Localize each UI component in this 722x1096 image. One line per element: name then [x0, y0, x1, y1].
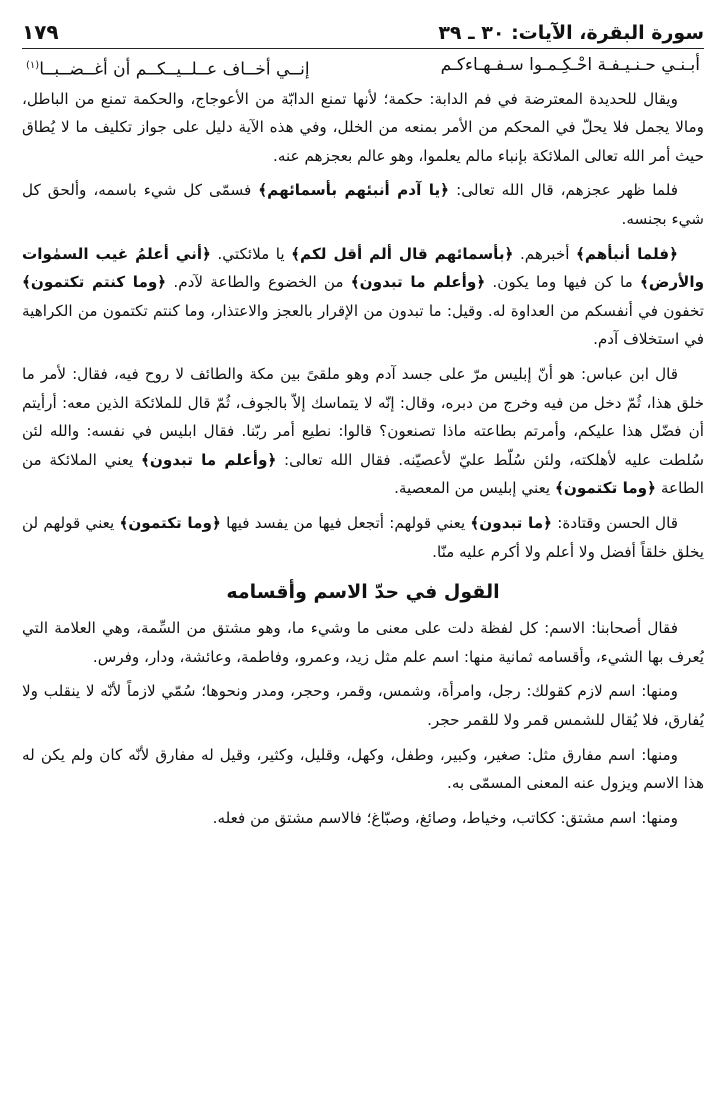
text-run: ويقال للحديدة المعترضة في فم الدابة: حكمة؛ لأنها تمنع الدابّة من الأعوجاج، والحكمة تمنع من الباطل، ومالا يجمل فلا يحلّ في المحكم من الأمر بمنعه من الخلل، وفي هذه الآية دليل على جواز تكليف ما لا يُطاق حيث أمر الله تعالى الملائكة بإنباء مالم يعلموا، وهو عالم بعجزهم عنه. [22, 89, 704, 165]
quran-quote: ﴿ما تبدون﴾ [470, 513, 553, 532]
text-run: من الخضوع والطاعة لآدم. [166, 273, 351, 292]
quran-quote: ﴿يا آدم أنبئهم بأسمائهم﴾ [258, 181, 450, 200]
paragraph [22, 360, 704, 503]
paragraph [22, 176, 704, 233]
footnote-marker: (١) [26, 60, 40, 71]
header-title: سورة البقرة، الآيات: ٣٠ ـ ٣٩ [438, 22, 704, 44]
section-paragraph: ومنها: اسم لازم كقولك: رجل، وامرأة، وشمس، وقمر، وحجر، ومدر ونحوها؛ سُمّي لازماً لأنّه لا ينقلب ولا يُفارق، فلا يُقال للشمس قمر ولا للقمر حجر. [22, 682, 704, 729]
quran-quote: ﴿بأسمائهم قال ألم أقل لكم﴾ [291, 244, 514, 263]
paragraph [22, 85, 704, 171]
text-run: يعني إبليس من المعصية. [394, 479, 555, 498]
text-run: ما كن فيها وما يكون. [485, 273, 640, 292]
book-page [22, 18, 704, 1078]
text-run: يعني قولهم لن يخلق خلقاً أفضل ولا أعلم ولا أكرم عليه منّا. [22, 513, 704, 561]
text-run: قال ابن عباس: هو أنّ إبليس مرّ على جسد آدم وهو ملقىً بين مكة والطائف لا روح فيه، فقال: لأمر ما خلق هذا، ثُمّ دخل من فيه وخرج من دبره، وقال: إنّه لا يتماسك إلاّ بالجوف، ثُمّ قال للملائكة الذين معه: أرأيتم أن فضّل هذا عليكم، وأمرتم بطاعته ماذا تصنعون؟ قالوا: نطيع أمر ربّنا. فقال ابليس في نفسه: والله لئن سُلطت عليه لأهلكته، ولئن سُلّط عليّ لأعصيّنه. فقال الله تعالى: [22, 365, 704, 469]
section-paragraph: فقال أصحابنا: الاسم: كل لفظة دلت على معنى ما وشيء ما، وهو مشتق من السِّمة، وهي العلامة التي يُعرف بها الشيء، وأقسامه ثمانية منها: اسم علم مثل زيد، وعمرو، وفاطمة، وعائشة، ودار، وفرس. [22, 619, 704, 666]
running-header [22, 18, 704, 49]
text-run: قال الحسن وقتادة: [552, 513, 678, 532]
paragraph [22, 240, 704, 354]
text-run: يعني قولهم: أتجعل فيها من يفسد فيها [220, 513, 471, 532]
text-run: يعني الملائكة من الطاعة [22, 450, 704, 498]
text-run: يا ملائكتي. [210, 244, 292, 263]
text-run: فلما ظهر عجزهم، قال الله تعالى: [449, 181, 678, 200]
quran-quote: ﴿وما تكتمون﴾ [119, 513, 221, 532]
paragraph [22, 509, 704, 566]
poem-verse [22, 51, 704, 85]
page-number: ١٧٩ [22, 20, 59, 44]
quran-quote: ﴿وأعلم ما تبدون﴾ [350, 273, 486, 292]
section-paragraph: ومنها: اسم مشتق: ككاتب، وخياط، وصائغ، وصبّاغ؛ فالاسم مشتق من فعله. [212, 808, 678, 827]
quran-quote: ﴿وما كنتم تكتمون﴾ [22, 273, 167, 292]
quran-quote: ﴿وما تكتمون﴾ [554, 479, 657, 498]
text-run: تخفون في أنفسكم من العداوة له. وقيل: ما تبدون من الإقرار بالعجز والاعتذار، وما كنتم تكتمون من الكراهية في استخلاف آدم. [22, 301, 704, 349]
commentary-body [22, 85, 704, 567]
quran-quote: ﴿أني أعلمُ غيب السمٰوات والأرض﴾ [22, 244, 704, 292]
text-run: فسمّى كل شيء باسمه، وألحق كل شيء بجنسه. [22, 181, 704, 229]
section-body [22, 614, 704, 832]
poem-right-hemistich: أبـنـي حـنـيـفـة احْـكِـمـوا سـفـهـاءكـم [440, 55, 700, 75]
section-heading: القول في حدّ الاسم وأقسامه [226, 581, 500, 604]
section-paragraph: ومنها: اسم مفارق مثل: صغير، وكبير، وطفل، وكهل، وقليل، وكثير، وقيل له مفارق لأنّه كان ولم يكن له هذا الاسم ويزول عنه المعنى المسمّى به. [22, 745, 704, 793]
text-run: أخبرهم. [513, 244, 576, 263]
poem-left-hemistich [26, 51, 310, 85]
quran-quote: ﴿فلما أنبأهم﴾ [575, 244, 679, 263]
poem-left-text: إنــي أخــاف عــلــيــكــم أن أغــضــبــا [39, 59, 310, 80]
quran-quote: ﴿وأعلم ما تبدون﴾ [140, 450, 277, 469]
